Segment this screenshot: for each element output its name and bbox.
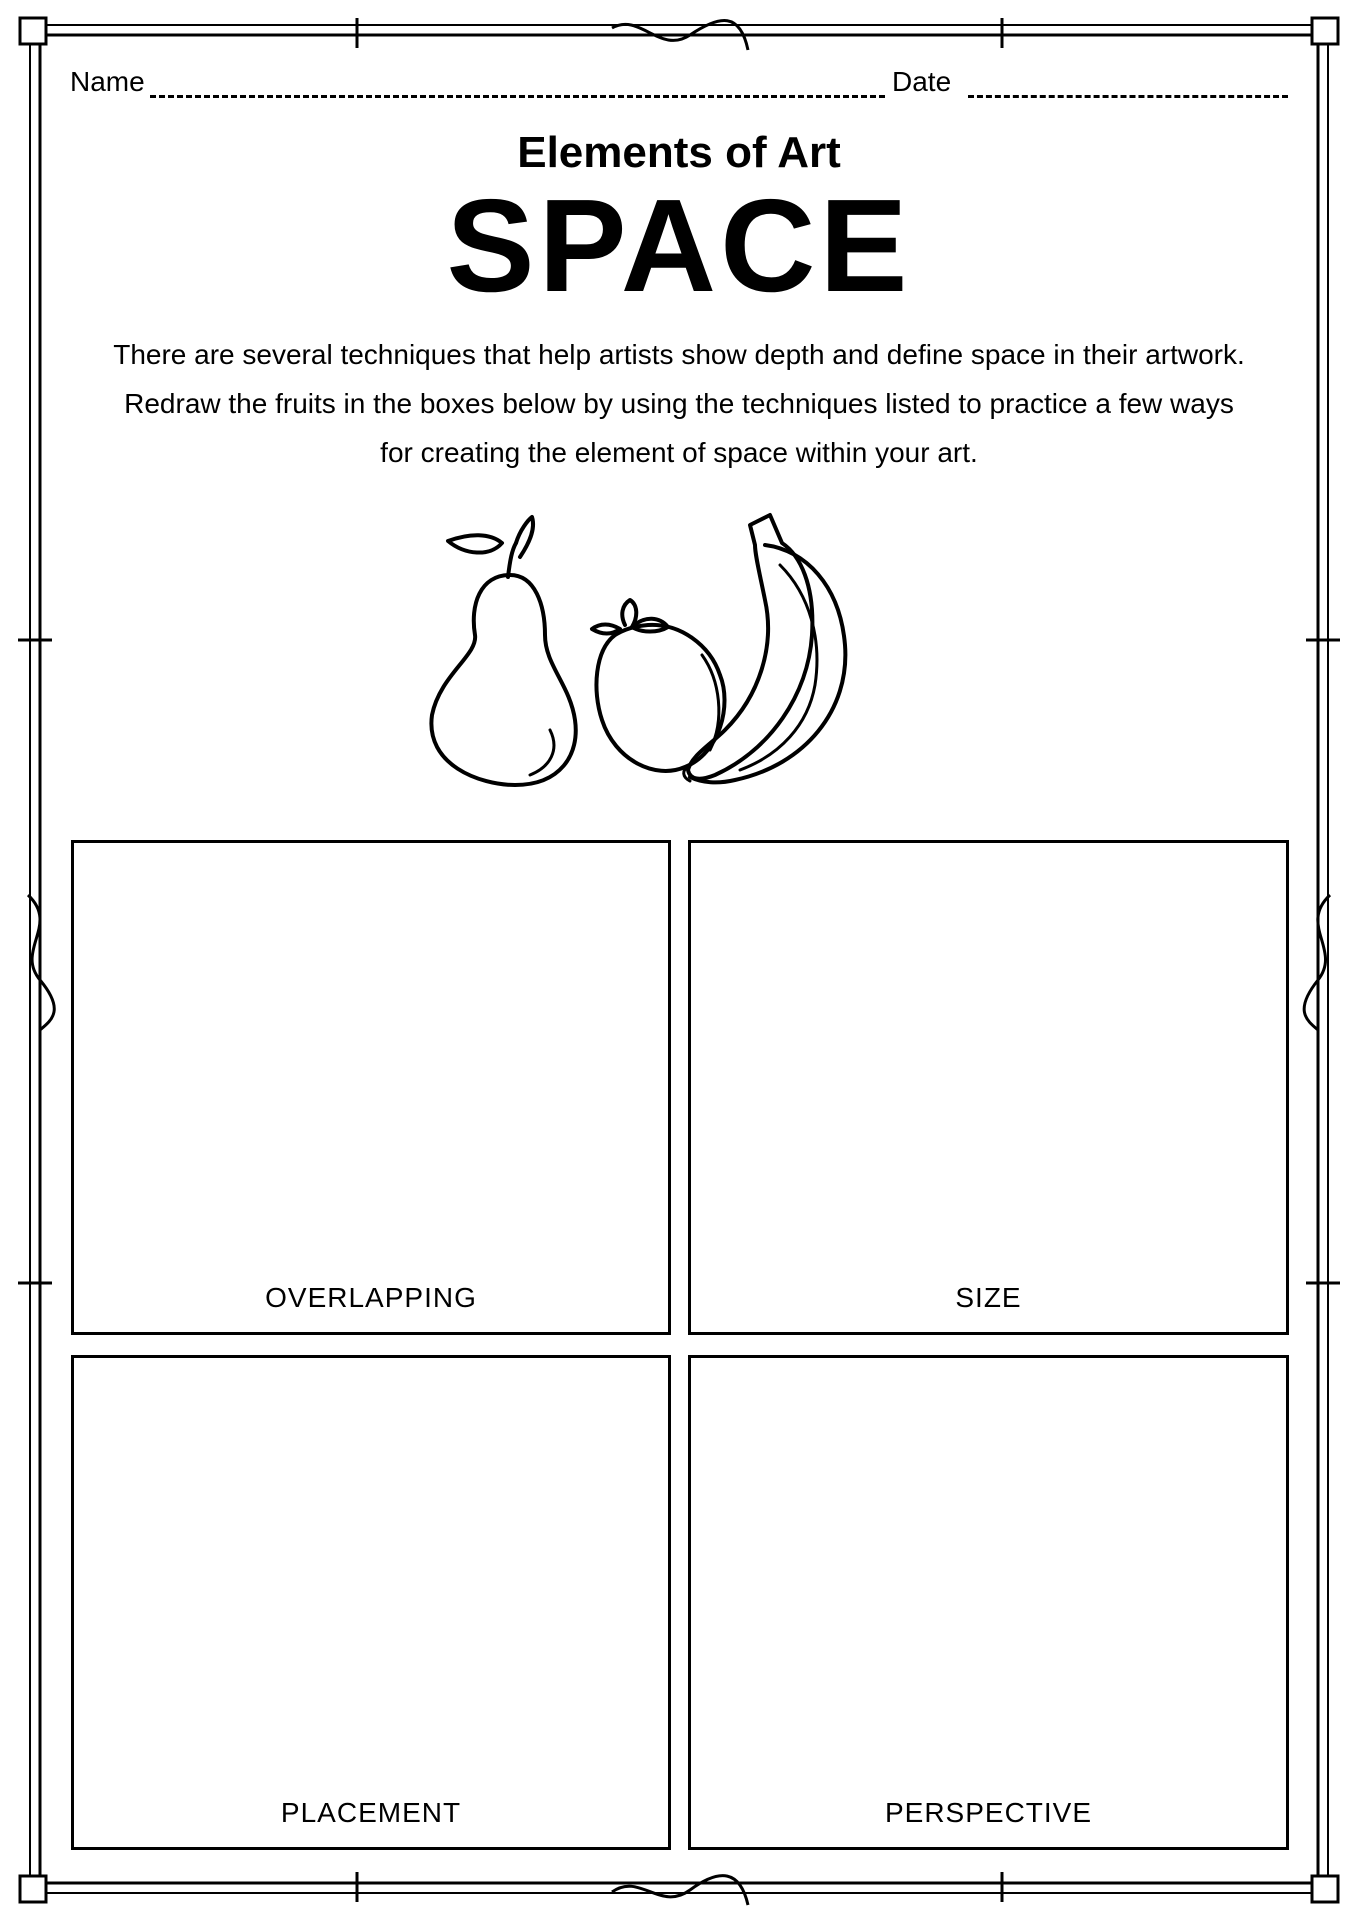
page-title: SPACE [446, 172, 912, 319]
box-label: PERSPECTIVE [884, 1797, 1093, 1828]
pear-icon [431, 517, 575, 785]
name-field[interactable] [150, 95, 885, 98]
instructions-line: There are several techniques that help artists show depth and define space in their artwork. [113, 339, 1245, 370]
drawing-box-size[interactable] [688, 840, 1289, 1335]
drawing-box-perspective[interactable] [688, 1355, 1289, 1850]
box-label: OVERLAPPING [265, 1282, 477, 1313]
instructions-line: Redraw the fruits in the boxes below by using the techniques listed to practice a few ways [124, 388, 1234, 419]
box-label: PLACEMENT [280, 1797, 462, 1828]
subtitle: Elements of Art [517, 128, 841, 177]
box-label: SIZE [955, 1282, 1022, 1313]
banana-icon [684, 515, 846, 782]
drawing-box-placement[interactable] [71, 1355, 671, 1850]
instructions [80, 330, 1278, 477]
date-field[interactable] [968, 95, 1288, 98]
drawing-box-overlapping[interactable] [71, 840, 671, 1335]
peach-icon [592, 600, 725, 771]
name-label: Name [70, 66, 145, 97]
fruits-illustration [420, 505, 940, 795]
instructions-line: for creating the element of space within your art. [380, 437, 978, 468]
date-label: Date [892, 66, 952, 97]
